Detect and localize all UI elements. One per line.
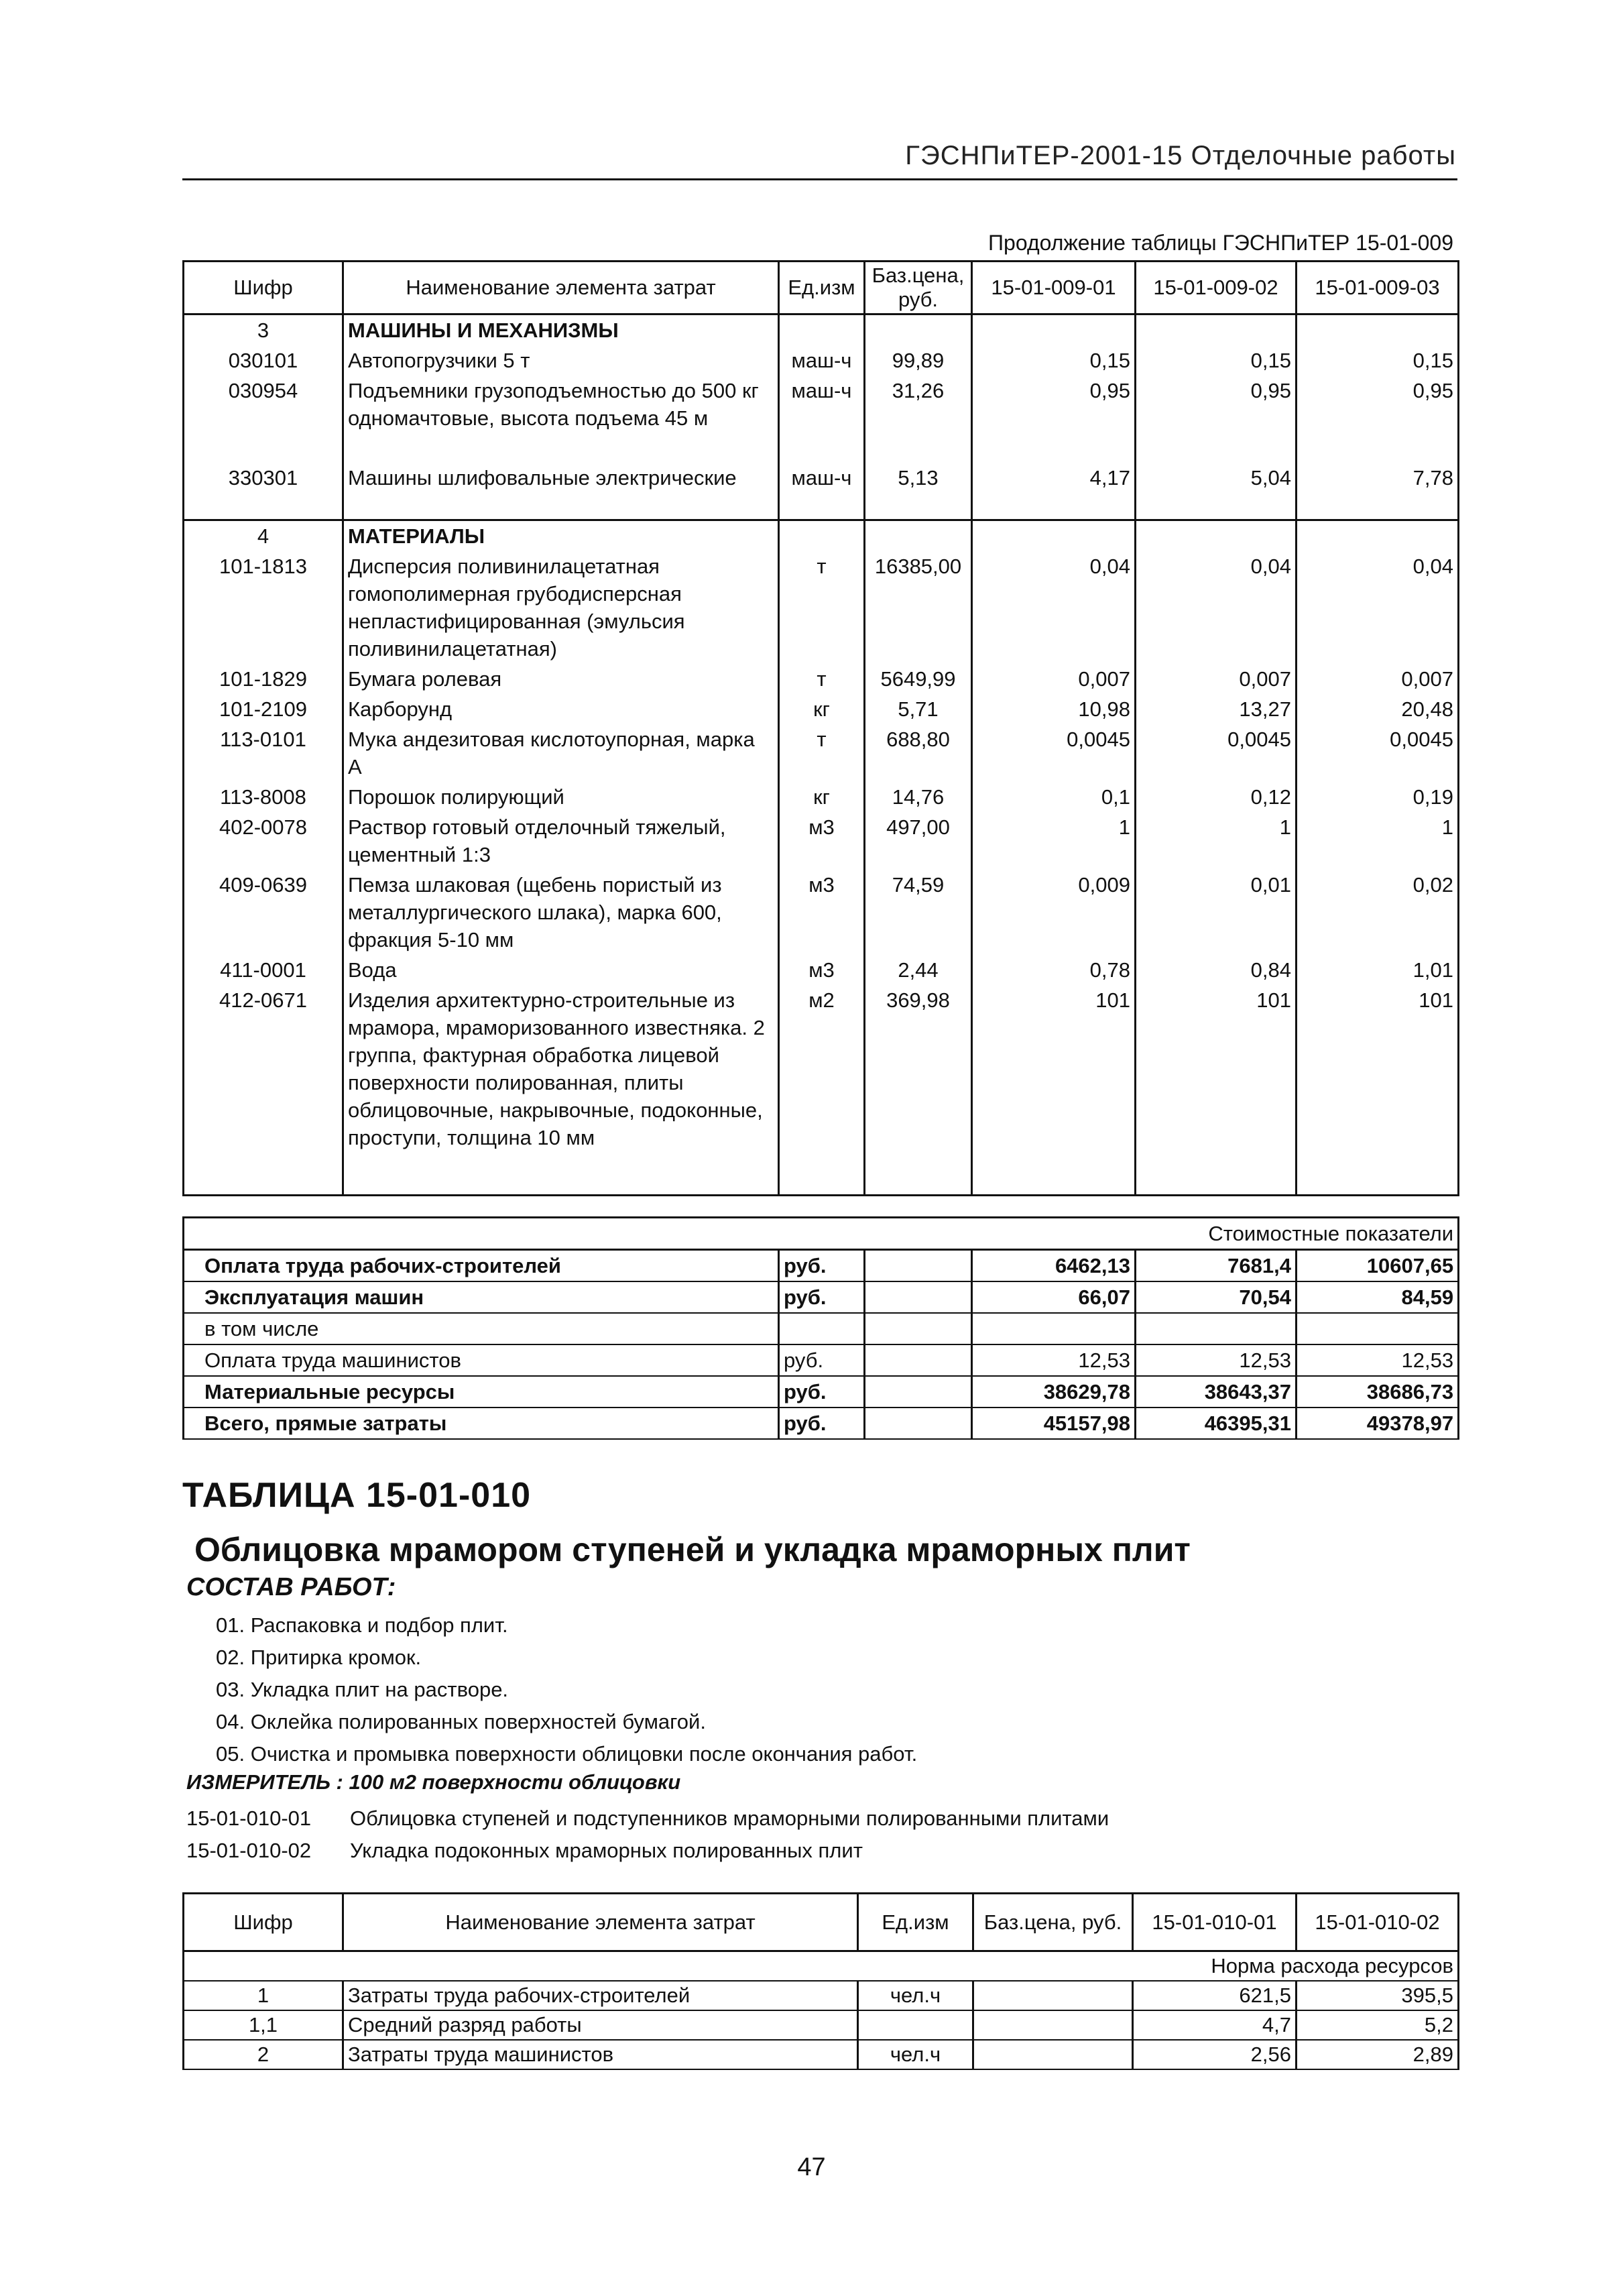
row-code: 030954	[184, 376, 343, 433]
row-code: 1,1	[184, 2010, 343, 2040]
cost-value-01: 12,53	[972, 1344, 1136, 1376]
resource-table-15-01-010	[182, 1892, 1459, 2070]
row-name: Автопогрузчики 5 т	[343, 345, 779, 376]
cost-unit: руб.	[779, 1408, 865, 1439]
row-value-03: 0,02	[1297, 870, 1459, 955]
row-name: Средний разряд работы	[343, 2010, 858, 2040]
row-unit: кг	[779, 694, 865, 724]
table-row	[184, 812, 1459, 870]
table-row	[184, 345, 1459, 376]
cost-name: Эксплуатация машин	[184, 1281, 779, 1313]
row-price	[973, 1981, 1133, 2010]
row-unit: чел.ч	[858, 1981, 973, 2010]
work-list	[216, 1609, 917, 1770]
cost-name: в том числе	[184, 1313, 779, 1344]
col-unit: Ед.изм	[858, 1894, 973, 1951]
cost-unit: руб.	[779, 1376, 865, 1408]
row-unit: маш-ч	[779, 376, 865, 433]
row-value-01: 0,009	[972, 870, 1136, 955]
row-unit: маш-ч	[779, 463, 865, 493]
row-price: 31,26	[865, 376, 972, 433]
section-subtitle: Облицовка мрамором ступеней и укладка мраморных плит	[194, 1531, 1191, 1568]
row-value-01: 621,5	[1133, 1981, 1297, 2010]
cost-value-03: 12,53	[1297, 1344, 1459, 1376]
table-row	[184, 694, 1459, 724]
row-name: Затраты труда рабочих-строителей	[343, 1981, 858, 2010]
row-value-01: 4,17	[972, 463, 1136, 493]
row-value-02: 0,95	[1136, 376, 1297, 433]
row-value-03: 20,48	[1297, 694, 1459, 724]
cost-row	[184, 1376, 1459, 1408]
col-code: Шифр	[184, 262, 343, 314]
cost-row	[184, 1281, 1459, 1313]
table-row	[184, 870, 1459, 955]
row-value-03: 0,007	[1297, 664, 1459, 694]
section-title: МАШИНЫ И МЕХАНИЗМЫ	[343, 314, 779, 346]
row-code: 409-0639	[184, 870, 343, 955]
cost-value-02	[1136, 1313, 1297, 1344]
row-name: Бумага ролевая	[343, 664, 779, 694]
row-name: Затраты труда машинистов	[343, 2040, 858, 2069]
row-name: Порошок полирующий	[343, 782, 779, 812]
cost-value-02: 70,54	[1136, 1281, 1297, 1313]
row-price: 5649,99	[865, 664, 972, 694]
table-row	[184, 376, 1459, 433]
row-value-03: 7,78	[1297, 463, 1459, 493]
row-value-01: 2,56	[1133, 2040, 1297, 2069]
row-price: 497,00	[865, 812, 972, 870]
row-value-02: 0,12	[1136, 782, 1297, 812]
row-value-01: 0,95	[972, 376, 1136, 433]
row-value-01: 10,98	[972, 694, 1136, 724]
cost-value-02: 38643,37	[1136, 1376, 1297, 1408]
row-unit: т	[779, 551, 865, 664]
cost-value-01: 38629,78	[972, 1376, 1136, 1408]
section-code: 4	[184, 520, 343, 551]
row-name: Пемза шлаковая (щебень пористый из металлургического шлака), марка 600, фракция 5-10 мм	[343, 870, 779, 955]
col-base-price: Баз.цена, руб.	[973, 1894, 1133, 1951]
cost-title: Стоимостные показатели	[184, 1218, 1459, 1250]
row-code: 402-0078	[184, 812, 343, 870]
row-code: 113-8008	[184, 782, 343, 812]
row-unit: м3	[779, 955, 865, 985]
row-value-02: 0,84	[1136, 955, 1297, 985]
row-unit: м2	[779, 985, 865, 1153]
list-item: 03. Укладка плит на растворе.	[216, 1678, 509, 1701]
col-norm-02: 15-01-010-02	[1297, 1894, 1459, 1951]
row-value-02: 0,007	[1136, 664, 1297, 694]
row-code: 101-1813	[184, 551, 343, 664]
cost-row	[184, 1250, 1459, 1282]
table-row	[184, 463, 1459, 493]
work-composition-heading: СОСТАВ РАБОТ:	[186, 1573, 396, 1601]
row-name: Машины шлифовальные электрические	[343, 463, 779, 493]
row-price: 16385,00	[865, 551, 972, 664]
row-value-01: 0,04	[972, 551, 1136, 664]
row-value-03: 0,0045	[1297, 724, 1459, 782]
cost-name: Оплата труда машинистов	[184, 1344, 779, 1376]
col-norm-03: 15-01-009-03	[1297, 262, 1459, 314]
row-name: Карборунд	[343, 694, 779, 724]
row-code: 101-2109	[184, 694, 343, 724]
table-row	[184, 1981, 1459, 2010]
list-item: 04. Оклейка полированных поверхностей бумагой.	[216, 1710, 706, 1733]
row-value-02: 5,04	[1136, 463, 1297, 493]
row-price: 5,13	[865, 463, 972, 493]
row-price	[973, 2010, 1133, 2040]
list-item	[186, 1835, 1109, 1867]
list-item: 01. Распаковка и подбор плит.	[216, 1613, 508, 1637]
row-value-02: 0,01	[1136, 870, 1297, 955]
row-code: 1	[184, 1981, 343, 2010]
row-unit: м3	[779, 812, 865, 870]
col-unit: Ед.изм	[779, 262, 865, 314]
row-value-02: 101	[1136, 985, 1297, 1153]
row-value-01: 1	[972, 812, 1136, 870]
running-header: ГЭСНПиТЕР-2001-15 Отделочные работы	[905, 141, 1456, 170]
cost-name: Оплата труда рабочих-строителей	[184, 1250, 779, 1282]
list-item	[186, 1802, 1109, 1835]
norm-code: 15-01-010-02	[186, 1839, 312, 1862]
row-code: 2	[184, 2040, 343, 2069]
norm-description: Укладка подоконных мраморных полированных плит	[350, 1839, 863, 1862]
row-value-01: 0,007	[972, 664, 1136, 694]
row-name: Изделия архитектурно-строительные из мрамора, мраморизованного известняка. 2 группа, фактурная обработка лицевой поверхности полированная, плиты облицовочные, накрывочные, подоконные, проступи, толщина 10 мм	[343, 985, 779, 1153]
cost-value-01: 45157,98	[972, 1408, 1136, 1439]
row-name: Вода	[343, 955, 779, 985]
col-norm-01: 15-01-010-01	[1133, 1894, 1297, 1951]
col-code: Шифр	[184, 1894, 343, 1951]
section-header-row	[184, 314, 1459, 346]
row-name: Мука андезитовая кислотоупорная, марка А	[343, 724, 779, 782]
row-value-02: 395,5	[1297, 1981, 1459, 2010]
row-value-01: 0,78	[972, 955, 1136, 985]
row-unit: м3	[779, 870, 865, 955]
row-code: 412-0671	[184, 985, 343, 1153]
cost-title-row	[184, 1218, 1459, 1250]
table-header-row	[184, 262, 1459, 314]
row-value-02: 2,89	[1297, 2040, 1459, 2069]
row-name: Дисперсия поливинилацетатная гомополимерная грубодисперсная непластифицированная (эмульсия поливинилацетатная)	[343, 551, 779, 664]
col-name: Наименование элемента затрат	[343, 262, 779, 314]
table-continuation-note: Продолжение таблицы ГЭСНПиТЕР 15-01-009	[988, 231, 1453, 255]
cost-value-02: 7681,4	[1136, 1250, 1297, 1282]
row-code: 101-1829	[184, 664, 343, 694]
row-value-01: 0,1	[972, 782, 1136, 812]
row-unit	[858, 2010, 973, 2040]
meter-line	[186, 1770, 680, 1794]
list-item: 02. Притирка кромок.	[216, 1646, 422, 1669]
page-number: 47	[797, 2153, 826, 2181]
cost-value-03: 49378,97	[1297, 1408, 1459, 1439]
cost-row	[184, 1408, 1459, 1439]
row-value-02: 13,27	[1136, 694, 1297, 724]
row-price: 2,44	[865, 955, 972, 985]
row-value-03: 0,95	[1297, 376, 1459, 433]
cost-name: Материальные ресурсы	[184, 1376, 779, 1408]
section-title: ТАБЛИЦА 15-01-010	[182, 1476, 532, 1515]
table-row	[184, 724, 1459, 782]
cost-value-02: 12,53	[1136, 1344, 1297, 1376]
norm-code: 15-01-010-01	[186, 1806, 312, 1830]
table-row	[184, 955, 1459, 985]
row-value-03: 0,15	[1297, 345, 1459, 376]
col-base-price: Баз.цена, руб.	[865, 262, 972, 314]
cost-name: Всего, прямые затраты	[184, 1408, 779, 1439]
row-value-02: 0,15	[1136, 345, 1297, 376]
row-code: 411-0001	[184, 955, 343, 985]
norm-description: Облицовка ступеней и подступенников мраморными полированными плитами	[350, 1806, 1109, 1830]
row-name: Раствор готовый отделочный тяжелый, цементный 1:3	[343, 812, 779, 870]
col-norm-02: 15-01-009-02	[1136, 262, 1297, 314]
section-code: 3	[184, 314, 343, 346]
row-price	[973, 2040, 1133, 2069]
table-row	[184, 782, 1459, 812]
row-unit: т	[779, 664, 865, 694]
cost-indicators-table	[182, 1216, 1459, 1440]
cost-value-03: 10607,65	[1297, 1250, 1459, 1282]
row-value-02: 5,2	[1297, 2010, 1459, 2040]
table-row	[184, 664, 1459, 694]
meter-label: ИЗМЕРИТЕЛЬ :	[186, 1770, 343, 1794]
row-value-03: 0,04	[1297, 551, 1459, 664]
row-value-03: 101	[1297, 985, 1459, 1153]
cost-value-02: 46395,31	[1136, 1408, 1297, 1439]
norm-title-row	[184, 1951, 1459, 1982]
row-price: 369,98	[865, 985, 972, 1153]
row-value-01: 4,7	[1133, 2010, 1297, 2040]
row-value-03: 1	[1297, 812, 1459, 870]
row-value-02: 0,04	[1136, 551, 1297, 664]
row-value-01: 0,0045	[972, 724, 1136, 782]
cost-value-01: 6462,13	[972, 1250, 1136, 1282]
cost-unit: руб.	[779, 1344, 865, 1376]
meter-value: 100 м2 поверхности облицовки	[349, 1770, 681, 1794]
table-row	[184, 2040, 1459, 2069]
cost-unit: руб.	[779, 1250, 865, 1282]
row-price: 99,89	[865, 345, 972, 376]
norm-codes	[186, 1802, 1109, 1867]
col-norm-01: 15-01-009-01	[972, 262, 1136, 314]
row-unit: кг	[779, 782, 865, 812]
list-item: 05. Очистка и промывка поверхности облицовки после окончания работ.	[216, 1742, 918, 1766]
table-row	[184, 2010, 1459, 2040]
table-row	[184, 551, 1459, 664]
table-row	[184, 985, 1459, 1153]
cost-value-03	[1297, 1313, 1459, 1344]
row-price: 74,59	[865, 870, 972, 955]
col-name: Наименование элемента затрат	[343, 1894, 858, 1951]
row-code: 113-0101	[184, 724, 343, 782]
row-name: Подъемники грузоподъемностью до 500 кг одномачтовые, высота подъема 45 м	[343, 376, 779, 433]
section-title: МАТЕРИАЛЫ	[343, 520, 779, 551]
row-value-01: 0,15	[972, 345, 1136, 376]
row-value-02: 1	[1136, 812, 1297, 870]
table-header-row	[184, 1894, 1459, 1951]
cost-row	[184, 1313, 1459, 1344]
row-value-03: 1,01	[1297, 955, 1459, 985]
header-rule	[182, 178, 1457, 180]
row-unit: чел.ч	[858, 2040, 973, 2069]
cost-value-03: 38686,73	[1297, 1376, 1459, 1408]
row-value-02: 0,0045	[1136, 724, 1297, 782]
row-value-03: 0,19	[1297, 782, 1459, 812]
row-price: 5,71	[865, 694, 972, 724]
cost-value-01	[972, 1313, 1136, 1344]
cost-value-03: 84,59	[1297, 1281, 1459, 1313]
cost-value-01: 66,07	[972, 1281, 1136, 1313]
row-code: 030101	[184, 345, 343, 376]
resource-table-15-01-009	[182, 260, 1459, 1196]
row-unit: т	[779, 724, 865, 782]
row-value-01: 101	[972, 985, 1136, 1153]
row-price: 688,80	[865, 724, 972, 782]
section-header-row	[184, 520, 1459, 551]
norm-title: Норма расхода ресурсов	[184, 1951, 1459, 1982]
row-unit: маш-ч	[779, 345, 865, 376]
cost-unit	[779, 1313, 865, 1344]
cost-unit: руб.	[779, 1281, 865, 1313]
row-code: 330301	[184, 463, 343, 493]
row-price: 14,76	[865, 782, 972, 812]
cost-row	[184, 1344, 1459, 1376]
